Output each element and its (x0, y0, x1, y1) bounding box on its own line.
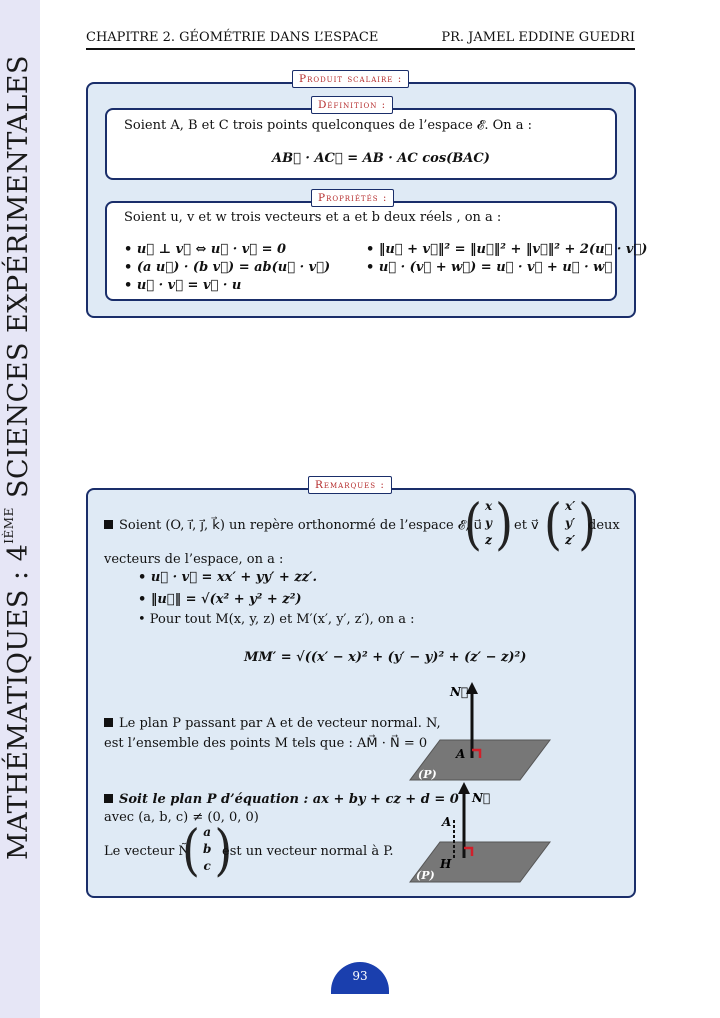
remark-1-text: Soient (O, i⃗, j⃗, k⃗) un repère orthonormé de l’espace 𝓔, u⃗ (104, 518, 482, 533)
normal-vector-matrix: ( a b c ) (182, 817, 233, 882)
proprietes-tag: Propriétés : (311, 189, 394, 207)
definition-text: Soient A, B et C trois points quelconques de l’espace 𝓔. On a : (124, 118, 533, 133)
remark-2-line1: Le plan P passant par A et de vecteur normal. N, (104, 716, 441, 731)
remark-2-line2: est l’ensemble des points M tels que : AM⃗ · N⃗ = 0 (104, 736, 428, 751)
label-p: (P) (416, 869, 435, 882)
chapter-title: CHAPITRE 2. GÉOMÉTRIE DANS L’ESPACE (86, 30, 379, 45)
remark-bullet: • u⃗ · v⃗ = xx′ + yy′ + zz′. (138, 570, 318, 585)
property-item: • u⃗ · (v⃗ + w⃗) = u⃗ · v⃗ + u⃗ · w⃗ (366, 260, 613, 275)
remark-bullet: • ‖u⃗‖ = √(x² + y² + z²) (138, 592, 302, 607)
normal-plane-figure (400, 680, 560, 785)
square-bullet-icon (104, 794, 113, 803)
label-p: (P) (418, 768, 437, 781)
label-a: A (442, 815, 452, 829)
property-item: • u⃗ ⊥ v⃗ ⇔ u⃗ · v⃗ = 0 (124, 242, 287, 257)
vector-u-matrix: ( x y z ) (464, 491, 514, 556)
plane-equation-figure (402, 780, 562, 886)
remark-1-end: deux (588, 518, 620, 533)
definition-tag: Définition : (311, 96, 393, 114)
remark-3-line2: avec (a, b, c) ≠ (0, 0, 0) (104, 810, 259, 825)
remark-1-line2: vecteurs de l’espace, on a : (104, 552, 284, 567)
author-name: PR. JAMEL EDDINE GUEDRI (441, 30, 635, 45)
remarques-tag: Remarques : (308, 476, 392, 494)
distance-formula: MM′ = √((x′ − x)² + (y′ − y)² + (z′ − z)²) (244, 650, 527, 665)
page-number: 93 (331, 962, 389, 994)
proprietes-intro: Soient u, v et w trois vecteurs et a et b deux réels , on a : (124, 210, 502, 225)
square-bullet-icon (104, 718, 113, 727)
property-item: • u⃗ · v⃗ = v⃗ · u (124, 278, 242, 293)
produit-scalaire-tag: Produit scalaire : (292, 70, 409, 88)
property-item: • ‖u⃗ + v⃗‖² = ‖u⃗‖² + ‖v⃗‖² + 2(u⃗ · v⃗) (366, 242, 648, 257)
sidebar-title (2, 55, 34, 860)
remark-3-vec-start: Le vecteur Ñ (104, 844, 190, 859)
sidebar-title-rest: SCIENCES EXPÉRIMENTALES (3, 55, 34, 508)
label-n: N⃗ (472, 791, 491, 805)
arrow-head-icon (458, 782, 470, 794)
label-a: A (456, 747, 466, 761)
label-n: N⃗ (450, 685, 469, 699)
vector-v-matrix: ( x′ y′ z′ ) (544, 491, 597, 556)
remark-3-vec-end: est un vecteur normal à P. (222, 844, 394, 859)
square-bullet-icon (104, 520, 113, 529)
remark-3-line1: Soit le plan P d’équation : ax + by + cz + d = 0 (104, 792, 459, 807)
remark-1-mid: et v⃗ (514, 518, 539, 533)
sidebar-title-main: MATHÉMATIQUES : 4 (3, 543, 34, 860)
property-item: • (a u⃗) · (b v⃗) = ab(u⃗ · v⃗) (124, 260, 331, 275)
sidebar-title-sup: IÈME (2, 507, 16, 544)
definition-formula: AB⃗ · AC⃗ = AB · AC cos(BAC) (272, 151, 490, 166)
page-header (86, 30, 635, 50)
label-h: H (440, 857, 452, 871)
remark-bullet: • Pour tout M(x, y, z) et M′(x′, y′, z′), on a : (138, 612, 415, 627)
